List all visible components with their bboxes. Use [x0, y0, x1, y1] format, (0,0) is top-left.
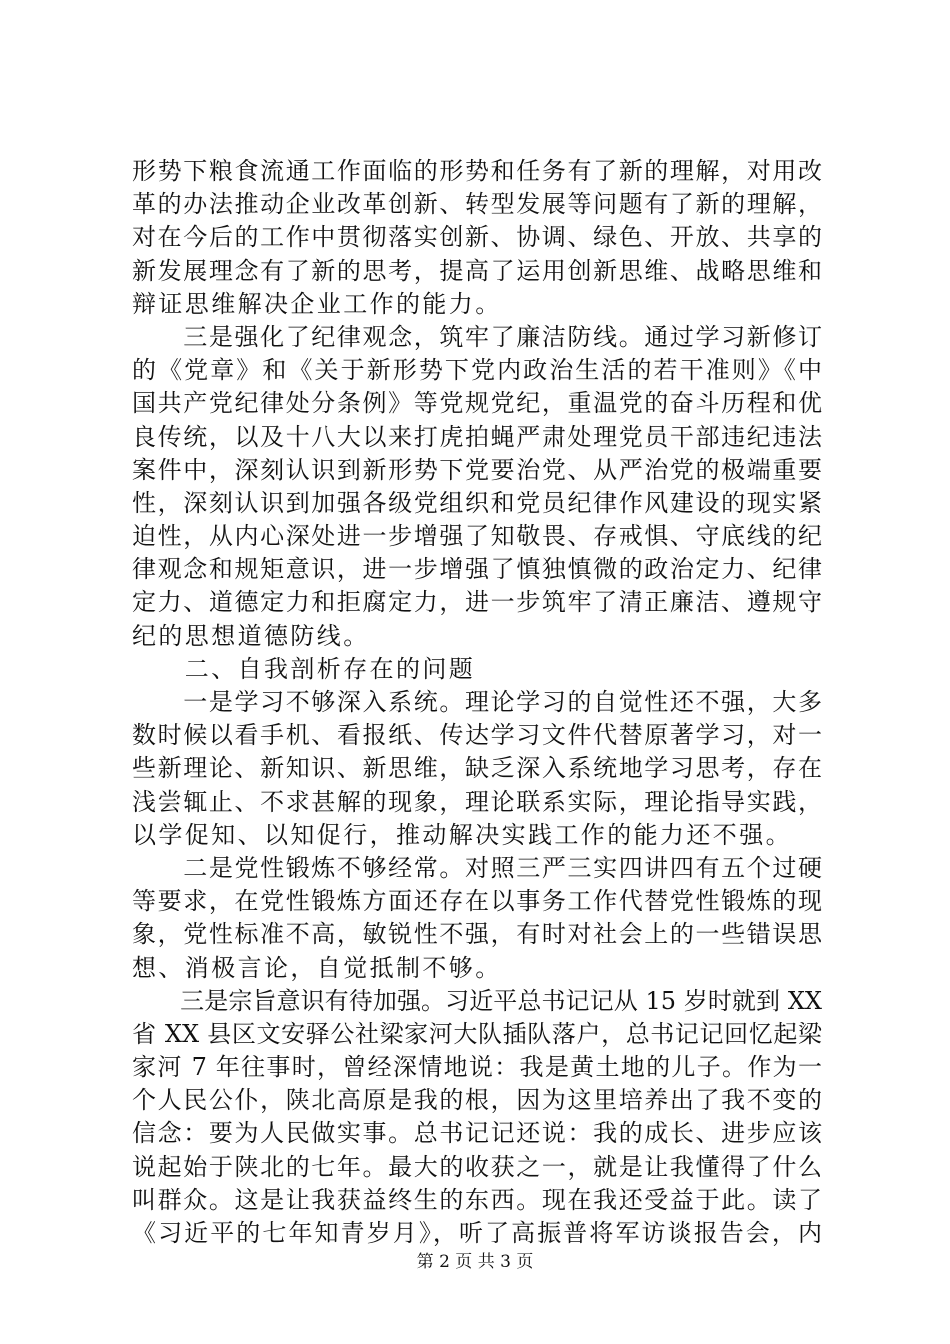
text-line: 以学促知、以知促行，推动解决实践工作的能力还不强。 [132, 820, 792, 849]
text-line: 象，党性标准不高，敏锐性不强，有时对社会上的一些错误思 [132, 920, 822, 949]
text-line: 信念：要为人民做实事。总书记记还说：我的成长、进步应该 [132, 1119, 822, 1148]
text-line: 个人民公仆，陕北高原是我的根，因为这里培养出了我不变的 [132, 1086, 822, 1115]
text-line: 三是强化了纪律观念，筑牢了廉洁防线。通过学习新修订 [132, 322, 822, 351]
text-line: 一是学习不够深入系统。理论学习的自觉性还不强，大多 [132, 688, 822, 716]
text-line: 对在今后的工作中贯彻落实创新、协调、绿色、开放、共享的 [132, 223, 822, 252]
text-line: 案件中，深刻认识到新形势下党要治党、从严治党的极端重要 [132, 455, 822, 484]
text-line: 说起始于陕北的七年。最大的收获之一，就是让我懂得了什么 [132, 1152, 822, 1181]
text-line: 想、消极言论，自觉抵制不够。 [132, 953, 502, 982]
text-line: 纪的思想道德防线。 [132, 621, 370, 650]
text-line: 二、自我剖析存在的问题 [132, 654, 476, 683]
text-line: 新发展理念有了新的思考，提高了运用创新思维、战略思维和 [132, 256, 822, 285]
text-line: 律观念和规矩意识，进一步增强了慎独慎微的政治定力、纪律 [132, 555, 822, 584]
text-line: 形势下粮食流通工作面临的形势和任务有了新的理解，对用改 [132, 157, 822, 185]
text-line: 定力、道德定力和拒腐定力，进一步筑牢了清正廉洁、遵规守 [132, 588, 822, 617]
document-body [132, 155, 822, 1250]
text-line: 良传统，以及十八大以来打虎拍蝇严肃处理党员干部违纪违法 [132, 422, 822, 451]
text-line: 国共产党纪律处分条例》等党规党纪，重温党的奋斗历程和优 [132, 389, 822, 418]
text-line: 等要求，在党性锻炼方面还存在以事务工作代替党性锻炼的现 [132, 887, 822, 916]
text-line: 三是宗旨意识有待加强。习近平总书记记从 15 岁时就到 XX [132, 986, 822, 1015]
text-line: 叫群众。这是让我获益终生的东西。现在我还受益于此。读了 [132, 1185, 822, 1214]
text-line: 《习近平的七年知青岁月》，听了高振普将军访谈报告会，内 [132, 1219, 822, 1247]
text-line: 家河 7 年往事时，曾经深情地说：我是黄土地的儿子。作为一 [132, 1053, 822, 1082]
text-line: 的《党章》和《关于新形势下党内政治生活的若干准则》《中 [132, 356, 822, 385]
text-line: 浅尝辄止、不求甚解的现象，理论联系实际，理论指导实践， [132, 787, 822, 816]
text-line: 二是党性锻炼不够经常。对照三严三实四讲四有五个过硬 [132, 853, 822, 882]
text-line: 性，深刻认识到加强各级党组织和党员纪律作风建设的现实紧 [132, 488, 822, 517]
text-line: 迫性，从内心深处进一步增强了知敬畏、存戒惧、守底线的纪 [132, 522, 822, 551]
text-line: 数时候以看手机、看报纸、传达学习文件代替原著学习，对一 [132, 721, 822, 750]
text-line: 些新理论、新知识、新思维，缺乏深入系统地学习思考，存在 [132, 754, 822, 783]
text-line: 省 XX 县区文安驿公社梁家河大队插队落户，总书记记回忆起梁 [132, 1019, 822, 1048]
page-footer: 第 2 页 共 3 页 [416, 1252, 534, 1272]
text-line: 辩证思维解决企业工作的能力。 [132, 289, 502, 318]
text-line: 革的办法推动企业改革创新、转型发展等问题有了新的理解， [132, 190, 822, 219]
